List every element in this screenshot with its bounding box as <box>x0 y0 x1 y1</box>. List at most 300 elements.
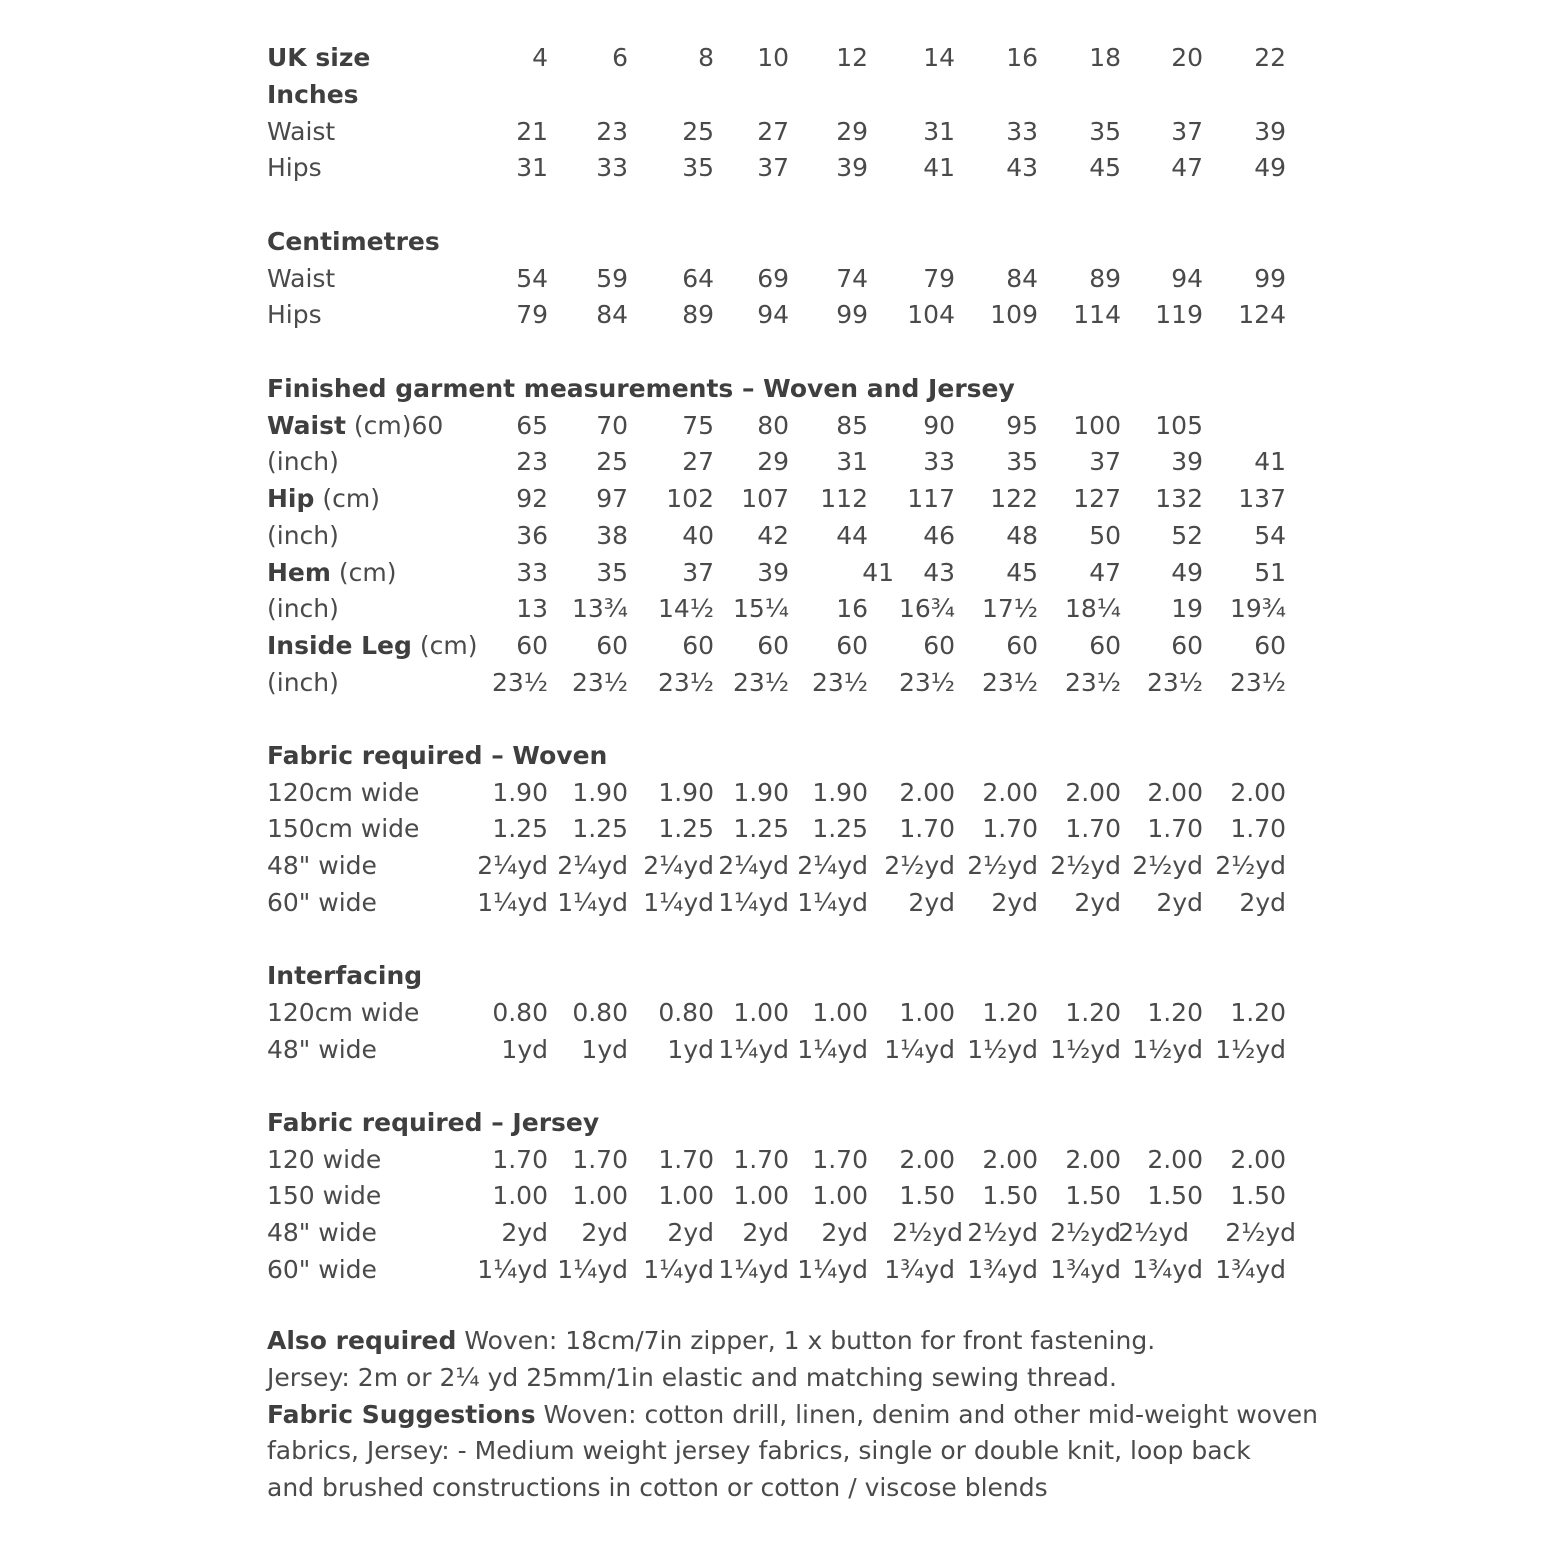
size-cell: 18 <box>1089 43 1121 72</box>
size-cell: 107 <box>741 484 789 513</box>
size-cell: 1.90 <box>658 778 714 807</box>
table-row <box>0 481 1548 517</box>
size-cell: 51 <box>1254 558 1286 587</box>
size-cell: 2¼yd <box>797 851 868 880</box>
row-label-unit: (cm) <box>330 558 397 587</box>
size-cell: 79 <box>516 300 548 329</box>
row-label: Finished garment measurements – Woven and Jersey <box>267 374 1015 403</box>
jersey-heading <box>0 1105 1548 1141</box>
size-cell: 4 <box>532 43 548 72</box>
size-cell: 48 <box>1006 521 1038 550</box>
size-cell: 49 <box>1171 558 1203 587</box>
table-row <box>0 848 1548 884</box>
row-label <box>267 591 339 627</box>
size-cell: 1.00 <box>733 998 789 1027</box>
size-cell: 124 <box>1238 300 1286 329</box>
size-cell: 1.50 <box>1147 1181 1203 1210</box>
row-label: 48" wide <box>267 851 377 880</box>
size-cell: 2.00 <box>1065 1145 1121 1174</box>
size-cell: 137 <box>1238 484 1286 513</box>
size-cell: 60 <box>1089 631 1121 660</box>
size-cell: 25 <box>596 447 628 476</box>
size-cell: 59 <box>596 264 628 293</box>
size-cell: 1.00 <box>658 1181 714 1210</box>
size-cell: 25 <box>682 117 714 146</box>
row-label: 48" wide <box>267 1035 377 1064</box>
size-cell: 33 <box>1006 117 1038 146</box>
row-label <box>267 628 477 664</box>
size-cell: 33 <box>516 558 548 587</box>
row-label: Waist <box>267 117 336 146</box>
fabric-suggestions-label: Fabric Suggestions <box>267 1400 536 1429</box>
size-cell: 1.70 <box>812 1145 868 1174</box>
row-label-unit: (inch) <box>267 447 339 476</box>
row-label: 150 wide <box>267 1181 382 1210</box>
table-row <box>0 591 1548 627</box>
row-label-unit: (cm)60 <box>345 411 444 440</box>
table-row <box>0 1178 1548 1214</box>
size-cell: 23½ <box>571 668 628 697</box>
size-cell: 64 <box>682 264 714 293</box>
size-cell: 36 <box>516 521 548 550</box>
size-cell: 92 <box>516 484 548 513</box>
size-cell: 1¼yd <box>718 1035 789 1064</box>
size-cell: 1.25 <box>492 814 548 843</box>
size-cell: 102 <box>666 484 714 513</box>
size-cell: 60 <box>1006 631 1038 660</box>
size-cell: 23½ <box>981 668 1038 697</box>
size-cell: 2yd <box>821 1218 868 1247</box>
size-cell: 2.00 <box>982 1145 1038 1174</box>
size-cell: 35 <box>1006 447 1038 476</box>
fabric-suggestions-woven: Woven: cotton drill, linen, denim and other mid-weight woven <box>535 1400 1319 1429</box>
size-cell: 109 <box>990 300 1038 329</box>
size-cell: 80 <box>757 411 789 440</box>
table-row <box>0 114 1548 150</box>
size-cell: 37 <box>1171 117 1203 146</box>
size-cell: 127 <box>1073 484 1121 513</box>
size-cell: 2¼yd <box>643 851 714 880</box>
row-label: 48" wide <box>267 1218 377 1247</box>
size-cell: 1¾yd <box>1132 1255 1203 1284</box>
size-cell: 49 <box>1254 153 1286 182</box>
size-cell: 1¼yd <box>643 1255 714 1284</box>
size-cell: 1.00 <box>812 1181 868 1210</box>
size-cell: 35 <box>596 558 628 587</box>
size-cell: 31 <box>836 447 868 476</box>
size-cell: 16¾ <box>898 594 955 623</box>
row-label: 120cm wide <box>267 998 420 1027</box>
size-cell: 20 <box>1171 43 1203 72</box>
size-cell: 1.20 <box>1147 998 1203 1027</box>
size-cell: 1.00 <box>733 1181 789 1210</box>
row-label <box>267 444 339 480</box>
table-row <box>0 665 1548 701</box>
size-cell: 60 <box>836 631 868 660</box>
size-cell: 99 <box>836 300 868 329</box>
row-label-unit: (cm) <box>411 631 478 660</box>
table-row <box>0 261 1548 297</box>
size-cell: 22 <box>1254 43 1286 72</box>
size-cell: 23½ <box>898 668 955 697</box>
size-cell: 2yd <box>742 1218 789 1247</box>
size-cell: 1.20 <box>1230 998 1286 1027</box>
row-label-bold: Inside Leg <box>267 631 412 660</box>
size-cell: 23½ <box>491 668 548 697</box>
size-cell: 0.80 <box>492 998 548 1027</box>
size-cell: 46 <box>923 521 955 550</box>
finished-heading <box>0 371 1548 407</box>
size-cell: 2½yd <box>1050 1218 1121 1247</box>
size-cell: 1¼yd <box>718 1255 789 1284</box>
size-cell: 41 <box>1254 447 1286 476</box>
table-row <box>0 1215 1548 1251</box>
size-cell: 1¼yd <box>797 888 868 917</box>
size-cell: 2½yd <box>967 1218 1038 1247</box>
size-cell: 0.80 <box>572 998 628 1027</box>
uk-size-header-row <box>0 40 1548 76</box>
size-cell: 23 <box>596 117 628 146</box>
size-cell: 1.90 <box>572 778 628 807</box>
size-cell: 1.70 <box>1147 814 1203 843</box>
size-cell: 60 <box>1254 631 1286 660</box>
size-cell: 2yd <box>1239 888 1286 917</box>
size-cell: 14 <box>923 43 955 72</box>
size-cell: 39 <box>1254 117 1286 146</box>
size-cell: 10 <box>757 43 789 72</box>
size-cell: 18¼ <box>1064 594 1121 623</box>
centimetres-heading <box>0 224 1548 260</box>
size-cell: 1¾yd <box>967 1255 1038 1284</box>
size-cell: 84 <box>1006 264 1038 293</box>
size-cell: 15¼ <box>732 594 789 623</box>
size-cell: 112 <box>820 484 868 513</box>
size-cell: 2½yd <box>892 1218 963 1247</box>
fabric-suggestions-line-1 <box>267 1397 1318 1434</box>
row-label: Waist <box>267 264 336 293</box>
size-cell: 1.00 <box>492 1181 548 1210</box>
size-cell: 1.70 <box>1230 814 1286 843</box>
size-cell: 2yd <box>991 888 1038 917</box>
size-cell: 37 <box>682 558 714 587</box>
size-cell: 45 <box>1006 558 1038 587</box>
size-cell: 31 <box>923 117 955 146</box>
size-cell: 60 <box>596 631 628 660</box>
size-cell: 1yd <box>501 1035 548 1064</box>
size-cell: 13 <box>516 594 548 623</box>
size-cell: 6 <box>612 43 628 72</box>
size-cell: 1¾yd <box>1215 1255 1286 1284</box>
row-label: 150cm wide <box>267 814 420 843</box>
row-label <box>267 481 380 517</box>
size-cell: 2¼yd <box>557 851 628 880</box>
row-label-unit: (inch) <box>267 594 339 623</box>
size-cell: 2yd <box>908 888 955 917</box>
size-cell: 1.25 <box>658 814 714 843</box>
size-cell: 1¼yd <box>884 1035 955 1064</box>
size-cell: 38 <box>596 521 628 550</box>
size-cell: 1.70 <box>572 1145 628 1174</box>
size-cell: 54 <box>516 264 548 293</box>
table-row <box>0 1142 1548 1178</box>
size-cell: 12 <box>836 43 868 72</box>
size-cell: 33 <box>596 153 628 182</box>
size-cell: 1yd <box>581 1035 628 1064</box>
size-cell: 2yd <box>501 1218 548 1247</box>
inches-heading <box>0 77 1548 113</box>
also-required-woven: Woven: 18cm/7in zipper, 1 x button for front fastening. <box>456 1326 1156 1355</box>
row-label-unit: (inch) <box>267 668 339 697</box>
also-required-label: Also required <box>267 1326 457 1355</box>
size-cell: 69 <box>757 264 789 293</box>
size-cell: 100 <box>1073 411 1121 440</box>
row-label: 60" wide <box>267 888 377 917</box>
size-cell: 1.50 <box>1065 1181 1121 1210</box>
size-cell: 1.00 <box>812 998 868 1027</box>
size-cell: 23½ <box>1146 668 1203 697</box>
size-cell: 1¾yd <box>884 1255 955 1284</box>
size-cell: 21 <box>516 117 548 146</box>
row-label: 120cm wide <box>267 778 420 807</box>
size-cell: 44 <box>836 521 868 550</box>
size-cell: 43 <box>1006 153 1038 182</box>
size-cell: 2yd <box>1074 888 1121 917</box>
size-cell: 60 <box>1171 631 1203 660</box>
size-cell: 35 <box>1089 117 1121 146</box>
size-cell: 35 <box>682 153 714 182</box>
size-cell: 8 <box>698 43 714 72</box>
size-cell: 89 <box>682 300 714 329</box>
size-cell: 97 <box>596 484 628 513</box>
row-label <box>267 408 443 444</box>
table-row <box>0 811 1548 847</box>
size-cell: 41 <box>862 558 894 587</box>
size-cell: 70 <box>596 411 628 440</box>
size-cell: 60 <box>516 631 548 660</box>
size-cell: 79 <box>923 264 955 293</box>
size-cell: 132 <box>1155 484 1203 513</box>
size-cell: 41 <box>923 153 955 182</box>
size-cell: 94 <box>1171 264 1203 293</box>
table-row <box>0 1032 1548 1068</box>
size-cell: 1½yd <box>1215 1035 1286 1064</box>
size-cell: 90 <box>923 411 955 440</box>
size-cell: 1¼yd <box>718 888 789 917</box>
size-cell: 1½yd <box>967 1035 1038 1064</box>
size-cell: 1yd <box>667 1035 714 1064</box>
size-cell: 14½ <box>657 594 714 623</box>
size-cell: 1.70 <box>1065 814 1121 843</box>
size-cell: 2½yd <box>1215 851 1286 880</box>
table-row <box>0 885 1548 921</box>
size-cell: 2½yd <box>884 851 955 880</box>
row-label: Hips <box>267 300 322 329</box>
size-cell: 74 <box>836 264 868 293</box>
size-cell: 23½ <box>1229 668 1286 697</box>
size-cell: 2.00 <box>1147 778 1203 807</box>
size-cell: 2.00 <box>1065 778 1121 807</box>
table-row <box>0 444 1548 480</box>
size-cell: 1.25 <box>733 814 789 843</box>
woven-heading <box>0 738 1548 774</box>
size-cell: 104 <box>907 300 955 329</box>
size-cell: 2.00 <box>1230 778 1286 807</box>
size-cell: 1.25 <box>572 814 628 843</box>
row-label-bold: Hip <box>267 484 315 513</box>
row-label <box>267 665 339 701</box>
size-cell: 1.25 <box>812 814 868 843</box>
size-cell: 31 <box>516 153 548 182</box>
also-required-line-1 <box>267 1323 1155 1360</box>
row-label-unit: (inch) <box>267 521 339 550</box>
row-label: 60" wide <box>267 1255 377 1284</box>
size-cell: 2.00 <box>1230 1145 1286 1174</box>
size-cell: 1.70 <box>733 1145 789 1174</box>
size-cell: 99 <box>1254 264 1286 293</box>
size-cell: 37 <box>757 153 789 182</box>
size-cell: 85 <box>836 411 868 440</box>
size-cell: 84 <box>596 300 628 329</box>
size-cell: 75 <box>682 411 714 440</box>
size-cell: 40 <box>682 521 714 550</box>
size-cell: 114 <box>1073 300 1121 329</box>
size-cell: 2.00 <box>982 778 1038 807</box>
size-cell: 39 <box>836 153 868 182</box>
size-cell: 2.00 <box>899 778 955 807</box>
size-cell: 1.70 <box>492 1145 548 1174</box>
size-cell: 1.50 <box>982 1181 1038 1210</box>
size-cell: 16 <box>1006 43 1038 72</box>
size-cell: 1.50 <box>899 1181 955 1210</box>
size-cell: 65 <box>516 411 548 440</box>
size-cell: 23½ <box>657 668 714 697</box>
size-cell: 60 <box>682 631 714 660</box>
size-cell: 29 <box>757 447 789 476</box>
size-cell: 2yd <box>667 1218 714 1247</box>
size-cell: 54 <box>1254 521 1286 550</box>
row-label: Inches <box>267 80 359 109</box>
table-row <box>0 555 1548 591</box>
size-cell: 105 <box>1155 411 1203 440</box>
size-cell: 23½ <box>811 668 868 697</box>
size-cell: 1¼yd <box>477 1255 548 1284</box>
size-cell: 1.00 <box>899 998 955 1027</box>
table-row <box>0 628 1548 664</box>
size-cell: 1.90 <box>733 778 789 807</box>
size-cell: 16 <box>836 594 868 623</box>
size-cell: 1¼yd <box>557 1255 628 1284</box>
size-cell: 1.70 <box>658 1145 714 1174</box>
size-cell: 47 <box>1089 558 1121 587</box>
size-cell: 119 <box>1155 300 1203 329</box>
size-cell: 1¼yd <box>557 888 628 917</box>
size-cell: 1¼yd <box>797 1255 868 1284</box>
size-cell: 95 <box>1006 411 1038 440</box>
interfacing-heading <box>0 958 1548 994</box>
size-cell: 19¾ <box>1229 594 1286 623</box>
row-label <box>267 518 339 554</box>
size-cell: 60 <box>923 631 955 660</box>
size-cell: 2½yd <box>1118 1218 1189 1247</box>
table-row <box>0 297 1548 333</box>
row-label <box>267 555 397 591</box>
size-cell: 23½ <box>732 668 789 697</box>
size-cell: 33 <box>923 447 955 476</box>
size-cell: 117 <box>907 484 955 513</box>
size-cell: 1.20 <box>982 998 1038 1027</box>
size-cell: 2.00 <box>1147 1145 1203 1174</box>
size-cell: 45 <box>1089 153 1121 182</box>
row-label: Interfacing <box>267 961 423 990</box>
row-label: 120 wide <box>267 1145 382 1174</box>
fabric-suggestions-line-3: and brushed constructions in cotton or cotton / viscose blends <box>267 1473 1048 1502</box>
table-row <box>0 518 1548 554</box>
table-row <box>0 1252 1548 1288</box>
size-cell: 2½yd <box>1050 851 1121 880</box>
table-row <box>0 995 1548 1031</box>
size-cell: 1¾yd <box>1050 1255 1121 1284</box>
size-cell: 1¼yd <box>477 888 548 917</box>
size-cell: 60 <box>757 631 789 660</box>
size-cell: 1.70 <box>982 814 1038 843</box>
size-cell: 2¼yd <box>718 851 789 880</box>
size-cell: 42 <box>757 521 789 550</box>
size-cell: 13¾ <box>571 594 628 623</box>
size-cell: 94 <box>757 300 789 329</box>
size-cell: 2½yd <box>967 851 1038 880</box>
size-cell: 50 <box>1089 521 1121 550</box>
fabric-suggestions-line-2: fabrics, Jersey: - Medium weight jersey fabrics, single or double knit, loop back <box>267 1436 1251 1465</box>
size-cell: 2½yd <box>1132 851 1203 880</box>
size-cell: 27 <box>757 117 789 146</box>
size-cell: 1¼yd <box>797 1035 868 1064</box>
size-cell: 0.80 <box>658 998 714 1027</box>
size-cell: 23 <box>516 447 548 476</box>
size-cell: 29 <box>836 117 868 146</box>
row-label-bold: Hem <box>267 558 331 587</box>
size-cell: 1.50 <box>1230 1181 1286 1210</box>
size-cell: 1.90 <box>492 778 548 807</box>
row-label-unit: (cm) <box>314 484 380 513</box>
table-row <box>0 775 1548 811</box>
size-cell: 27 <box>682 447 714 476</box>
size-cell: 37 <box>1089 447 1121 476</box>
size-cell: 43 <box>923 558 955 587</box>
row-label: UK size <box>267 43 371 72</box>
size-cell: 47 <box>1171 153 1203 182</box>
row-label: Fabric required – Jersey <box>267 1108 600 1137</box>
row-label-bold: Waist <box>267 411 346 440</box>
table-row <box>0 408 1548 444</box>
row-label: Centimetres <box>267 227 440 256</box>
size-cell: 19 <box>1171 594 1203 623</box>
size-cell: 2½yd <box>1225 1218 1296 1247</box>
row-label: Fabric required – Woven <box>267 741 608 770</box>
also-required-jersey: Jersey: 2m or 2¼ yd 25mm/1in elastic and matching sewing thread. <box>267 1363 1117 1392</box>
size-cell: 23½ <box>1064 668 1121 697</box>
size-cell: 122 <box>990 484 1038 513</box>
size-cell: 39 <box>1171 447 1203 476</box>
size-cell: 17½ <box>981 594 1038 623</box>
size-cell: 1¼yd <box>643 888 714 917</box>
size-cell: 52 <box>1171 521 1203 550</box>
size-cell: 2yd <box>581 1218 628 1247</box>
size-cell: 39 <box>757 558 789 587</box>
size-cell: 1.90 <box>812 778 868 807</box>
size-cell: 1.20 <box>1065 998 1121 1027</box>
size-cell: 1.00 <box>572 1181 628 1210</box>
size-cell: 89 <box>1089 264 1121 293</box>
